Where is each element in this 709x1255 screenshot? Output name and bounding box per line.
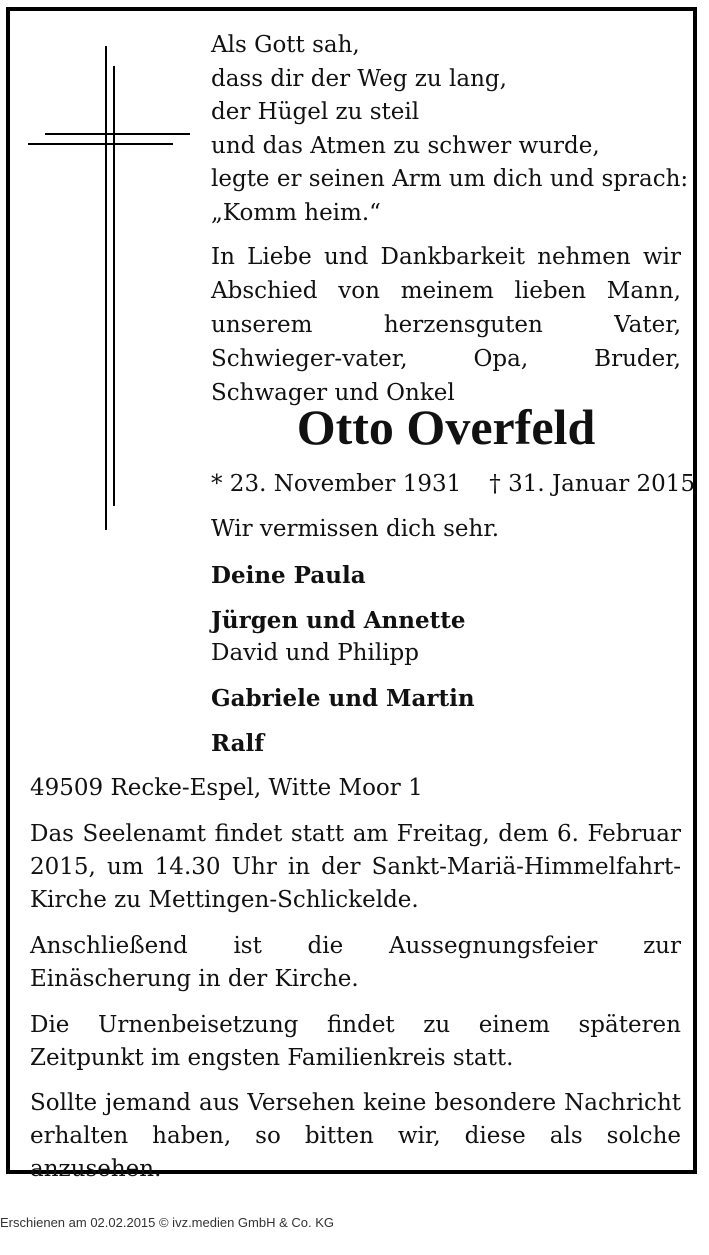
farewell-text: In Liebe und Dankbarkeit nehmen wir Abschied von meinem lieben Mann, unserem herzensguten Vater, Schwieger-vater, Opa, Bruder, Schwager und Onkel: [211, 244, 681, 406]
poem-line: der Hügel zu steil: [211, 99, 420, 126]
life-dates: [211, 468, 696, 501]
signer-juergen: Jürgen und Annette: [211, 607, 466, 634]
cross-vertical-line: [105, 46, 107, 530]
urnen-paragraph: Die Urnenbeisetzung findet zu einem späteren Zeitpunkt im engsten Familienkreis statt.: [30, 1012, 681, 1071]
miss-text: Wir vermissen dich sehr.: [211, 516, 500, 542]
birth-date: * 23. November 1931: [211, 471, 462, 497]
nachricht-paragraph: Sollte jemand aus Versehen keine besondere Nachricht erhalten haben, so bitten wir, diese als solche anzusehen.: [30, 1090, 681, 1182]
signer-ralf: Ralf: [211, 730, 265, 757]
poem-line: „Komm heim.“: [211, 199, 381, 226]
aussegnung-paragraph: Anschließend ist die Aussegnungsfeier zur Einäscherung in der Kirche.: [30, 933, 681, 992]
cross-horizontal-line: [45, 133, 190, 135]
poem-line: dass dir der Weg zu lang,: [211, 65, 507, 92]
signer-gabriele: Gabriele und Martin: [211, 685, 475, 712]
signer-paula: Deine Paula: [211, 562, 366, 589]
poem: [211, 29, 689, 231]
signer-juergen-children: David und Philipp: [211, 640, 419, 666]
address: 49509 Recke-Espel, Witte Moor 1: [30, 775, 423, 801]
publication-credit: Erschienen am 02.02.2015 © ivz.medien GmbH & Co. KG: [0, 1215, 335, 1230]
seelenamt-paragraph: Das Seelenamt findet statt am Freitag, dem 6. Februar 2015, um 14.30 Uhr in der Sankt-Mariä-Himmelfahrt-Kirche zu Mettingen-Schlickelde.: [30, 821, 681, 913]
death-date: † 31. Januar 2015: [489, 471, 696, 497]
cross-vertical-line: [113, 66, 115, 506]
cross-horizontal-line: [28, 143, 173, 145]
poem-line: und das Atmen zu schwer wurde,: [211, 132, 600, 159]
poem-line: Als Gott sah,: [211, 32, 360, 58]
poem-line: legte er seinen Arm um dich und sprach:: [211, 166, 689, 193]
deceased-name: Otto Overfeld: [296, 399, 596, 455]
